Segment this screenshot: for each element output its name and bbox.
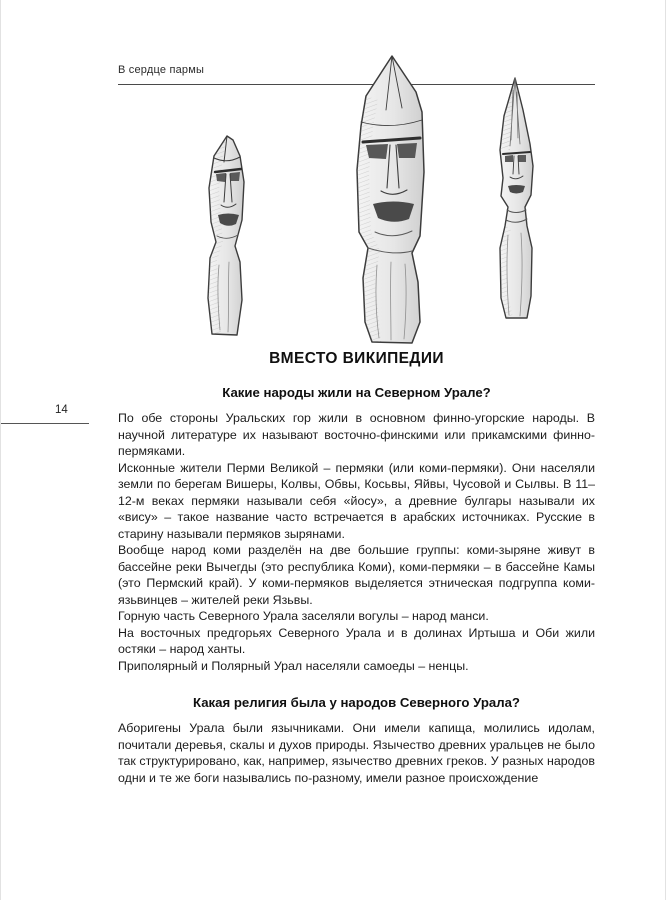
paragraph: Аборигены Урала были язычниками. Они имели капища, молились идолам, почитали деревья, скалы и духов природы. Язычество древних уральцев не было так структурировано, как, например, язычество древних греков. У разных народов одни и те же боги назывались по-разному, имели разное происхождение [118,721,595,785]
paragraph: Горную часть Северного Урала заселяли вогулы – народ манси. [118,609,489,623]
running-header-title: В сердце пармы [118,64,205,76]
page-body [118,350,595,786]
idols-illustration [151,50,581,350]
idols-illustration-svg [151,50,581,350]
idol-right [500,78,533,318]
page-number-rule [1,423,89,424]
paragraph: На восточных предгорьях Северного Урала и в долинах Иртыша и Оби жили остяки – народ ханты. [118,625,595,656]
idol-left [208,136,244,335]
paragraph: Исконные жители Перми Великой – пермяки (или коми-пермяки). Они населяли земли по берегам Вишеры, Колвы, Обвы, Косьвы, Яйвы, Чусовой и Сылвы. В 11–12-м веках пермяки называли себя «йосу», а древние булгары называли их «вису» – такое название часто встречается в арабских источниках. Русские в старину называли пермяков зырянами. [118,460,595,541]
idol-middle [357,56,424,343]
paragraph: По обе стороны Уральских гор жили в основном финно-угорские народы. В научной литературе их называют восточно-финскими или прикамскими финно-пермяками. [118,411,595,458]
paragraph: Приполярный и Полярный Урал населяли самоеды – ненцы. [118,658,469,673]
page-number-block [1,404,89,424]
paragraph: Вообще народ коми разделён на две большие группы: коми-зыряне живут в бассейне реки Вычегды (это республика Коми), коми-пермяки – в бассейне Камы (это Пермский край). У коми-пермяков выделяется этническая подгруппа коми-язьвинцев – жителей реки Язьвы. [118,543,595,607]
chapter-title: ВМЕСТО ВИКИПЕДИИ [269,350,444,367]
section-heading-religion: Какая религия была у народов Северного Урала? [193,695,520,710]
section-heading-peoples: Какие народы жили на Северном Урале? [222,385,491,400]
page-number: 14 [55,404,68,416]
